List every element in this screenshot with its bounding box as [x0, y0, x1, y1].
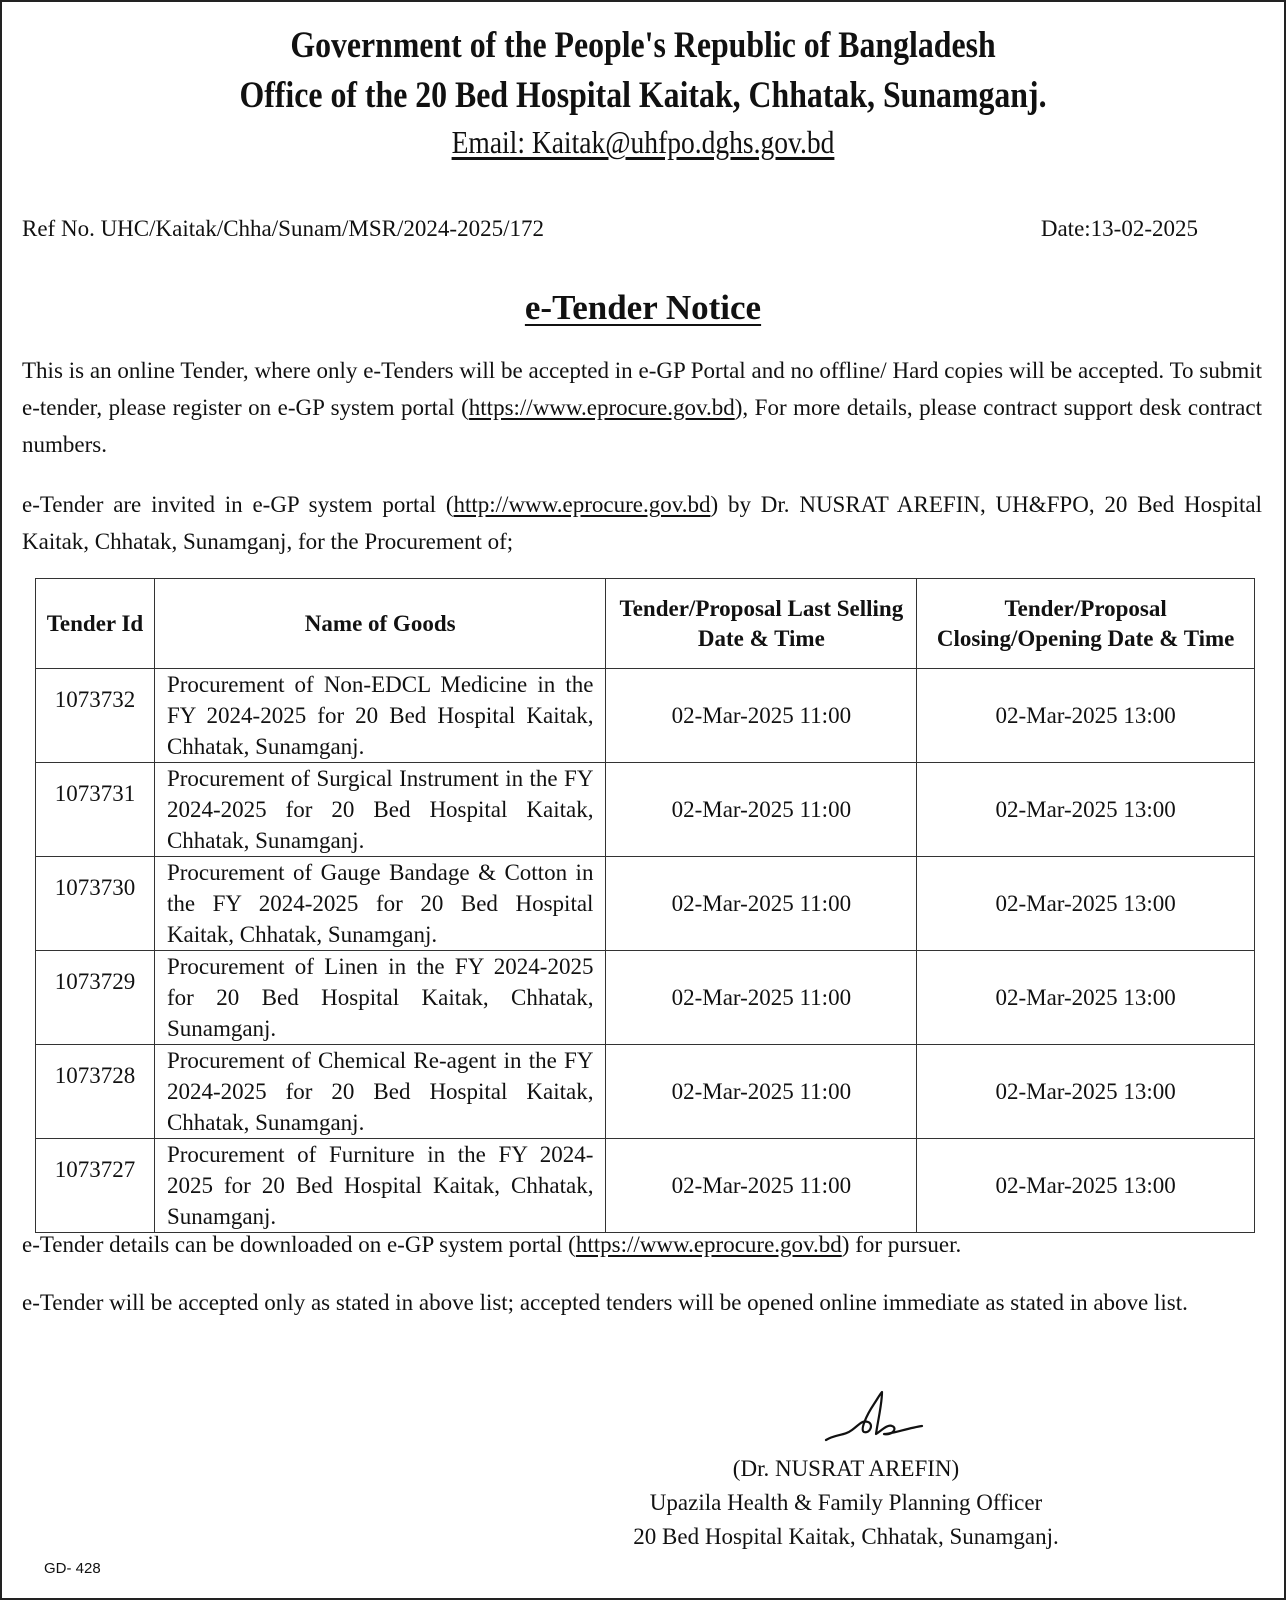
- signature-mark: [822, 1390, 932, 1450]
- intro-text-start: This is an online Tender, where only e-Tenders will be accepted in e-GP Portal and no offline/ Hard copies will be accepted. To submit e-tender, please register on e-GP system portal (: [22, 358, 1262, 420]
- closing-date: 02-Mar-2025 13:00: [917, 1045, 1255, 1139]
- closing-date: 02-Mar-2025 13:00: [917, 763, 1255, 857]
- table-row: [36, 857, 1255, 951]
- selling-date: 02-Mar-2025 11:00: [606, 763, 917, 857]
- table-row: [36, 1045, 1255, 1139]
- acceptance-paragraph: e-Tender will be accepted only as stated in above list; accepted tenders will be opened online immediate as stated in above list.: [22, 1290, 1188, 1315]
- header-selling-date: Tender/Proposal Last Selling Date & Time: [606, 579, 917, 669]
- invitation-text-end: ) by Dr. NUSRAT AREFIN, UH&FPO, 20 Bed Hospital Kaitak, Chhatak, Sunamganj, for the Procurement of;: [22, 492, 1262, 554]
- footer-code: GD- 428: [44, 1560, 101, 1577]
- table-header-row: [36, 579, 1255, 669]
- signer-office: 20 Bed Hospital Kaitak, Chhatak, Sunamganj.: [633, 1524, 1059, 1549]
- selling-date: 02-Mar-2025 11:00: [606, 951, 917, 1045]
- notice-date: Date:13-02-2025: [1040, 216, 1198, 241]
- signer-name: (Dr. NUSRAT AREFIN): [732, 1456, 960, 1481]
- goods-name: Procurement of Gauge Bandage & Cotton in the FY 2024-2025 for 20 Bed Hospital Kaitak, Chhatak, Sunamganj.: [154, 857, 606, 951]
- signer-designation: Upazila Health & Family Planning Officer: [649, 1490, 1043, 1515]
- tender-id: 1073730: [36, 857, 155, 951]
- header-goods: Name of Goods: [154, 579, 606, 669]
- download-paragraph: [22, 1226, 1262, 1263]
- table-row: [36, 1139, 1255, 1233]
- eprocure-link[interactable]: https://www.eprocure.gov.bd: [468, 395, 735, 420]
- intro-paragraph: [22, 352, 1262, 463]
- tender-id: 1073732: [36, 669, 155, 763]
- download-text-start: e-Tender details can be downloaded on e-GP system portal (: [22, 1232, 576, 1257]
- notice-title: [2, 288, 1284, 328]
- goods-name: Procurement of Furniture in the FY 2024-2025 for 20 Bed Hospital Kaitak, Chhatak, Sunamganj.: [154, 1139, 606, 1233]
- closing-date: 02-Mar-2025 13:00: [917, 1139, 1255, 1233]
- invitation-text-start: e-Tender are invited in e-GP system portal (: [22, 492, 454, 517]
- selling-date: 02-Mar-2025 11:00: [606, 1139, 917, 1233]
- selling-date: 02-Mar-2025 11:00: [606, 857, 917, 951]
- closing-date: 02-Mar-2025 13:00: [917, 857, 1255, 951]
- tender-table: [35, 578, 1255, 1233]
- tender-id: 1073728: [36, 1045, 155, 1139]
- email-text: Email: Kaitak@uhfpo.dghs.gov.bd: [451, 124, 835, 160]
- goods-name: Procurement of Linen in the FY 2024-2025 for 20 Bed Hospital Kaitak, Chhatak, Sunamganj.: [154, 951, 606, 1045]
- intro-text-end: ), For more details, please contract support desk contract numbers.: [22, 395, 1262, 457]
- download-text-end: ) for pursuer.: [841, 1232, 962, 1257]
- table-row: [36, 763, 1255, 857]
- eprocure-link[interactable]: https://www.eprocure.gov.bd: [575, 1232, 842, 1257]
- header-email: [92, 124, 1195, 161]
- eprocure-link[interactable]: http://www.eprocure.gov.bd: [453, 492, 711, 517]
- header-closing-date: Tender/Proposal Closing/Opening Date & Time: [917, 579, 1255, 669]
- reference-number: Ref No. UHC/Kaitak/Chha/Sunam/MSR/2024-2025/172: [22, 216, 544, 241]
- selling-date: 02-Mar-2025 11:00: [606, 1045, 917, 1139]
- tender-id: 1073729: [36, 951, 155, 1045]
- invitation-paragraph: [22, 486, 1262, 560]
- header-office: Office of the 20 Bed Hospital Kaitak, Chhatak, Sunamganj.: [239, 75, 1047, 116]
- header-tender-id: Tender Id: [36, 579, 155, 669]
- notice-title-text: e-Tender Notice: [524, 288, 762, 327]
- tender-id: 1073731: [36, 763, 155, 857]
- closing-date: 02-Mar-2025 13:00: [917, 951, 1255, 1045]
- table-row: [36, 669, 1255, 763]
- table-row: [36, 951, 1255, 1045]
- header-government: Government of the People's Republic of Bangladesh: [290, 25, 996, 66]
- tender-id: 1073727: [36, 1139, 155, 1233]
- closing-date: 02-Mar-2025 13:00: [917, 669, 1255, 763]
- goods-name: Procurement of Chemical Re-agent in the FY 2024-2025 for 20 Bed Hospital Kaitak, Chhatak, Sunamganj.: [154, 1045, 606, 1139]
- goods-name: Procurement of Surgical Instrument in the FY 2024-2025 for 20 Bed Hospital Kaitak, Chhatak, Sunamganj.: [154, 763, 606, 857]
- selling-date: 02-Mar-2025 11:00: [606, 669, 917, 763]
- goods-name: Procurement of Non-EDCL Medicine in the FY 2024-2025 for 20 Bed Hospital Kaitak, Chhatak, Sunamganj.: [154, 669, 606, 763]
